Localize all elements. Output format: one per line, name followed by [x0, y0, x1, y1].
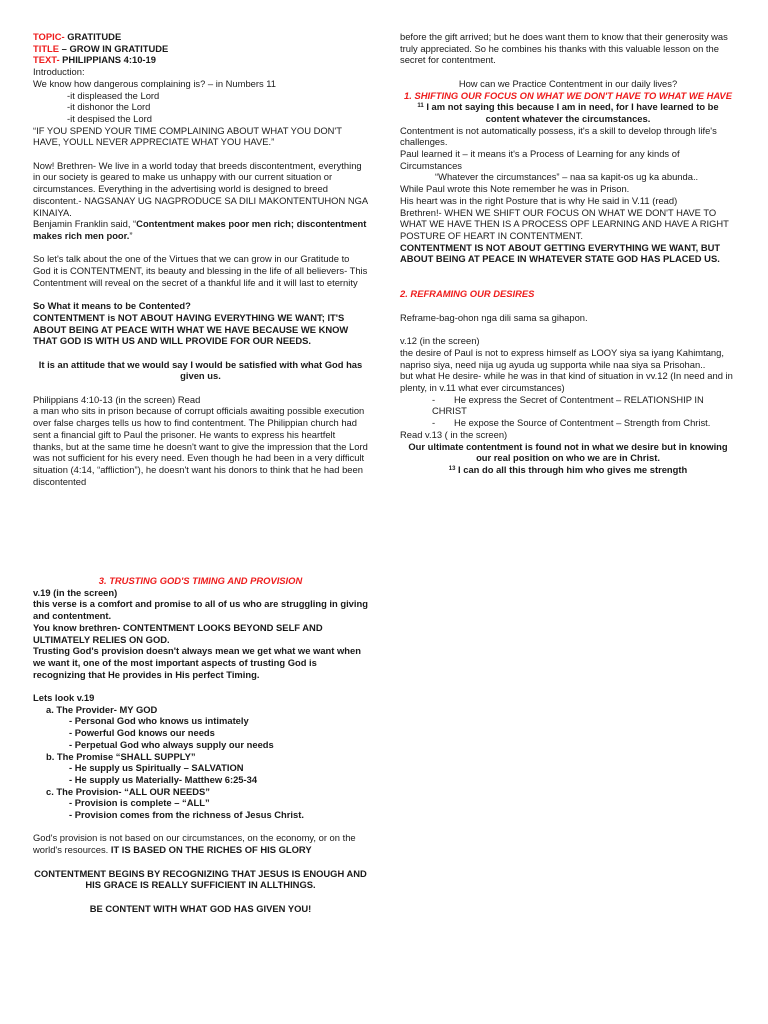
section-2-text: but what He desire- while he was in that kind of situation in vv.12 (In need and in plenty, in v.11 what ever circumstances): [400, 370, 733, 394]
point-c-item: - Provision is complete – “ALL”: [69, 797, 210, 809]
verse-11-number: 11: [417, 103, 424, 110]
section-2-heading: 2. REFRAMING OUR DESIRES: [400, 288, 535, 300]
topic-line: [33, 31, 368, 43]
closing-exhortation: BE CONTENT WITH WHAT GOD HAS GIVEN YOU!: [89, 902, 312, 914]
intro-heading: Introduction:: [33, 66, 85, 78]
text-line: [33, 54, 368, 66]
list-item-text: He express the Secret of Contentment – RELATIONSHIP IN CHRIST: [432, 393, 704, 417]
section-3-text: this verse is a comfort and promise to all of us who are struggling in giving and contentment.: [33, 598, 368, 622]
point-a-item: - Perpetual God who always supply our needs: [69, 738, 274, 750]
provision-paragraph: [33, 832, 368, 855]
contentment-begins: CONTENTMENT BEGINS BY RECOGNIZING THAT JESUS IS ENOUGH AND HIS GRACE IS REALLY SUFFICIENT IN ALLTHINGS.: [34, 867, 367, 891]
section-3-heading: 3. TRUSTING GOD'S TIMING AND PROVISION: [98, 575, 303, 586]
means-question: So What it means to be Contented?: [33, 300, 191, 312]
philippians-reference: Philippians 4:10-13 (in the screen) Read: [33, 393, 201, 405]
verse-19-reference: v.19 (in the screen): [33, 586, 118, 598]
section-1-text: While Paul wrote this Note remember he was in Prison.: [400, 183, 630, 195]
franklin-post: ”: [129, 229, 133, 241]
point-b-item: - He supply us Spiritually – SALVATION: [69, 762, 244, 774]
complaining-quote: “IF YOU SPEND YOUR TIME COMPLAINING ABOUT WHAT YOU DON'T HAVE, YOULL NEVER APPRECIATE WHAT YOU HAVE.”: [33, 124, 342, 148]
discontent-paragraph: Now! Brethren- We live in a world today that breeds discontentment, everything in our society is geared to make us unhappy with our current situation or circumstances. Everything in the advertising world is designed to breed discontent.- NAGSANAY UG NAGPRODUCE SA DILI MAKONTENTUHON NGA KINAIYA.: [33, 159, 368, 218]
section-3: [33, 575, 368, 914]
verse-13-reference: Read v.13 ( in the screen): [400, 428, 508, 440]
section-1-text: Brethren!- WHEN WE SHIFT OUR FOCUS ON WHAT WE DON'T HAVE TO WHAT WE HAVE THEN IS A PROCESS OPF LEARNING AND HAVE A RIGHT POSTURE OF HEART IN CONTENTMENT.: [400, 206, 729, 241]
point-b: b. The Promise “SHALL SUPPLY”: [46, 750, 196, 762]
intro-item: -it displeased the Lord: [67, 89, 160, 101]
attitude-statement: It is an attitude that we would say I would be satisfied with what God has given us.: [38, 358, 363, 382]
continued-paragraph: before the gift arrived; but he does want them to know that their generosity was truly appreciated. So he combines his thanks with this valuable lesson on the secret for contentment.: [400, 31, 728, 66]
intro-question: We know how dangerous complaining is? – in Numbers 11: [33, 77, 277, 89]
point-c: c. The Provision- “ALL OUR NEEDS”: [46, 785, 210, 797]
section-1-text: “Whatever the circumstances” – naa sa kapit-os ug ka abunda..: [435, 171, 699, 183]
verse-13: [400, 464, 736, 476]
right-column: [400, 31, 736, 476]
section-1-text: Paul learned it – it means it's a Process of Learning for any kinds of Circumstances: [400, 148, 680, 171]
point-a-item: - Personal God who knows us intimately: [69, 715, 249, 727]
section-2-text: the desire of Paul is not to express himself as LOOY siya sa iyang Kahimtang, napriso siya, need nija ug ayuda ug supporta while naa siya sa Prisohan..: [400, 346, 724, 370]
point-a: a. The Provider- MY GOD: [46, 703, 158, 715]
left-column: [33, 31, 368, 487]
provision-pre: God's provision is not based on our circumstances, on the economy, or on the world's resources.: [33, 832, 356, 856]
franklin-quote: [33, 218, 368, 241]
list-item-text: He expose the Source of Contentment – Strength from Christ.: [454, 417, 711, 429]
verse-13-text: I can do all this through him who gives me strength: [455, 463, 688, 475]
verse-13-number: 13: [448, 465, 456, 472]
section-1-conclusion: CONTENTMENT IS NOT ABOUT GETTING EVERYTHING WE WANT, BUT ABOUT BEING AT PEACE IN WHATEVER STATE GOD HAS PLACED US.: [400, 241, 721, 265]
virtue-paragraph: So let's talk about the one of the Virtues that we can grow in our Gratitude to God it is CONTENTMENT, its beauty and blessing in the life of all believers- This Contentment will reveal on the secret of a thankful life and it will last to eternity: [33, 253, 368, 288]
title-value: – GROW IN GRATITUDE: [59, 42, 169, 54]
section-1-text: His heart was in the right Posture that is why He said in V.11 (read): [400, 194, 678, 206]
franklin-pre: Benjamin Franklin said, “: [33, 218, 137, 230]
point-c-item: - Provision comes from the richness of Jesus Christ.: [69, 809, 304, 821]
philippians-paragraph: a man who sits in prison because of corrupt officials awaiting possible execution over false charges tells us how to find contentment. The Philippian church had sent a financial gift to Paul the prisoner. He wants to express his heartfelt thanks, but at the same time he doesn't want to give the impression that the Lord was not sufficient for his every need. Even though he had been in a very difficult situation (4:14, “affliction”), he doesn't want his donors to think that he had been discontented: [33, 405, 368, 487]
section-1-text: Contentment is not automatically possess, it's a skill to develop through life's challenges.: [400, 124, 717, 148]
verse-12-reference: v.12 (in the screen): [400, 335, 480, 347]
section-3-text: You know brethren- CONTENTMENT LOOKS BEYOND SELF AND ULTIMATELY RELIES ON GOD.: [33, 621, 323, 645]
bullet-dash: -: [432, 417, 436, 429]
list-item: [400, 417, 736, 429]
section-1-heading: 1. SHIFTING OUR FOCUS ON WHAT WE DON'T HAVE TO WHAT WE HAVE: [404, 89, 732, 101]
intro-item: -it despised the Lord: [67, 112, 152, 124]
title-label: TITLE: [33, 42, 60, 54]
means-answer: CONTENTMENT is NOT ABOUT HAVING EVERYTHING WE WANT; IT'S ABOUT BEING AT PEACE WITH WHAT WE HAVE BECAUSE WE KNOW THAT GOD IS WITH US AND WILL PROVIDE FOR OUR NEEDS.: [33, 311, 349, 347]
section-2-conclusion: Our ultimate contentment is found not in what we desire but in knowing our real position on who we are in Christ.: [408, 440, 728, 464]
section-2-text: Reframe-bag-ohon nga dili sama sa gihapon.: [400, 311, 588, 323]
intro-item: -it dishonor the Lord: [67, 101, 151, 113]
section-3-text: Trusting God's provision doesn't always mean we get what we want when we want it, one of the most important aspects of trusting God is recognizing that He provides in His perfect Timing.: [33, 645, 361, 680]
point-a-item: - Powerful God knows our needs: [69, 727, 215, 739]
verse-11: [400, 101, 736, 124]
topic-label: TOPIC-: [33, 31, 65, 42]
point-b-item: - He supply us Materially- Matthew 6:25-34: [69, 773, 258, 785]
text-value: PHILIPPIANS 4:10-19: [59, 54, 156, 66]
topic-value: GRATITUDE: [64, 31, 122, 42]
provision-bold: IT IS BASED ON THE RICHES OF HIS GLORY: [110, 844, 312, 856]
practice-question: How can we Practice Contentment in our daily lives?: [458, 77, 678, 89]
lets-look: Lets look v.19: [33, 692, 95, 704]
verse-11-text: I am not saying this because I am in need, for I have learned to be content whatever the circumstances.: [423, 101, 719, 124]
bullet-dash: -: [432, 393, 436, 405]
text-label: TEXT-: [33, 54, 60, 66]
list-item: [400, 394, 736, 417]
franklin-bold: Contentment makes poor men rich; discontentment makes rich men poor.: [33, 218, 367, 241]
title-line: [33, 43, 368, 55]
